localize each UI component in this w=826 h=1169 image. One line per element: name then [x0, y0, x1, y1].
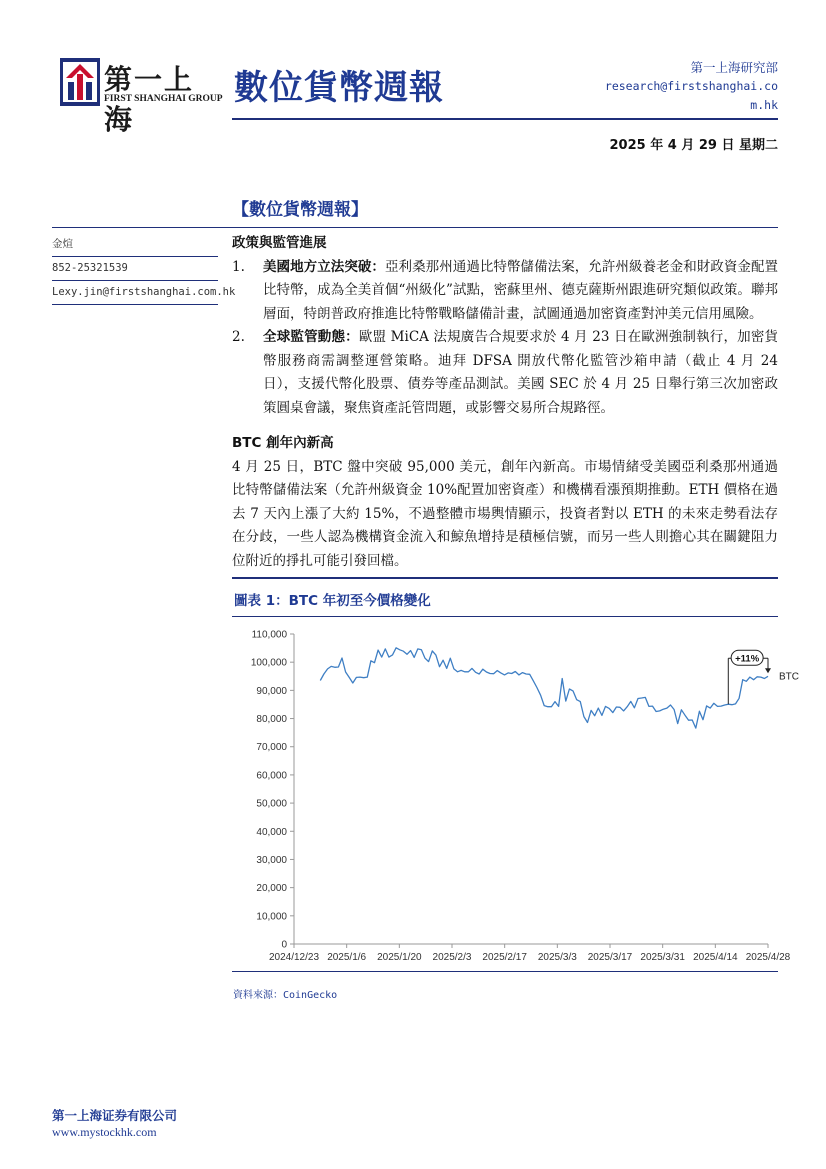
- policy-item: [232, 326, 778, 420]
- x-tick-label: 2025/1/20: [377, 952, 422, 963]
- department-email-line1[interactable]: research@firstshanghai.co: [604, 79, 778, 93]
- analyst-phone: 852-25321539: [52, 257, 218, 281]
- section-divider: [52, 227, 778, 228]
- y-tick-label: 20,000: [256, 883, 287, 895]
- section-title: 【數位貨幣週報】: [232, 200, 368, 220]
- department-name: 第一上海研究部: [690, 60, 778, 75]
- logo-mark-icon: [60, 58, 100, 106]
- department-email-line2[interactable]: m.hk: [750, 98, 778, 112]
- policy-item-number: 2.: [232, 329, 245, 345]
- figure-top-divider: [232, 577, 778, 579]
- policy-item-number: 1.: [232, 258, 245, 275]
- analyst-sidebar: [52, 233, 236, 305]
- x-tick-label: 2024/12/23: [268, 952, 320, 963]
- x-tick-label: 2025/2/17: [482, 952, 527, 963]
- y-tick-label: 0: [281, 939, 287, 951]
- report-date: 2025 年 4 月 29 日 星期二: [609, 138, 778, 153]
- footer-company: 第一上海证券有限公司: [52, 1108, 178, 1123]
- policy-item-text: 歐盟 MiCA 法規廣告合規要求於 4 月 23 日在歐洲強制執行，加密貨幣服務商需調整運營策略。迪拜 DFSA 開放代幣化監管沙箱申請（截止 4 月 24 日），支援代幣化股票、債券等產品測試。美國 SEC 於 4 月 25 日舉行第三次加密政策圓桌會議，聚焦資產託管問題，或影響交易所合規路徑。: [263, 329, 779, 416]
- btc-heading: BTC 創年內新高: [232, 435, 334, 451]
- btc-paragraph: 4 月 25 日，BTC 盤中突破 95,000 美元，創年內新高。市場情緒受美國亞利桑那州通過比特幣儲備法案（允許州級資金 10%配置加密資產）和機構看漲預期推動。ETH 價格在過去 7 天內上漲了大約 15%，不過整體市場輿情顯示，投資者對以 ETH 的未來走勢看法存在分歧，一些人認為機構資金流入和鯨魚增持是積極信號，而另一些人則擔心其在關鍵阻力位附近的掙扎可能引發回檔。: [232, 458, 778, 569]
- footer-website[interactable]: www.mystockhk.com: [52, 1125, 157, 1139]
- x-tick-label: 2025/1/6: [327, 952, 367, 963]
- y-tick-label: 10,000: [256, 911, 287, 923]
- policy-item-lead: 美國地方立法突破：: [263, 258, 385, 275]
- y-tick-label: 50,000: [256, 798, 287, 810]
- y-tick-label: 110,000: [251, 629, 287, 641]
- main-content: [232, 232, 778, 573]
- figure-source: 資料來源：CoinGecko: [233, 990, 338, 1001]
- x-tick-label: 2025/2/3: [432, 952, 472, 963]
- y-tick-label: 60,000: [256, 770, 287, 782]
- btc-price-chart: [232, 622, 799, 968]
- policy-item: [232, 256, 778, 327]
- department-contact: [578, 58, 778, 115]
- y-tick-label: 30,000: [256, 854, 287, 866]
- figure-title-divider: [232, 616, 778, 617]
- x-tick-label: 2025/4/14: [693, 952, 738, 963]
- policy-item-lead: 全球監管動態：: [263, 329, 359, 345]
- analyst-name: 金煊: [52, 233, 218, 257]
- y-tick-label: 100,000: [250, 657, 287, 669]
- policy-item-text: 亞利桑那州通過比特幣儲備法案，允許州級養老金和財政資金配置比特幣，成為全美首個“州級化”試點，密蘇里州、德克薩斯州跟進研究類似政策。聯邦層面，特朗普政府推進比特幣戰略儲備計畫，試圖通過加密資產對沖美元信用風險。: [263, 258, 779, 322]
- series-label-btc: BTC: [779, 671, 799, 683]
- report-title: 數位貨幣週報: [234, 68, 444, 108]
- company-logo: [60, 58, 223, 136]
- logo-chinese-text: 第一上海: [104, 63, 195, 136]
- x-tick-label: 2025/4/28: [745, 952, 791, 963]
- y-tick-label: 40,000: [256, 826, 287, 838]
- btc-price-line: [320, 648, 768, 728]
- logo-english-text: FIRST SHANGHAI GROUP: [104, 94, 223, 104]
- figure-title: 圖表 1：BTC 年初至今價格變化: [234, 593, 431, 609]
- policy-heading: 政策與監管進展: [232, 235, 327, 251]
- header-divider: [232, 118, 778, 120]
- annotation-label: +11%: [735, 653, 760, 665]
- x-tick-label: 2025/3/17: [587, 952, 633, 963]
- y-tick-label: 80,000: [256, 714, 287, 726]
- figure-bottom-divider: [232, 971, 778, 972]
- y-tick-label: 70,000: [256, 742, 287, 754]
- y-tick-label: 90,000: [256, 685, 287, 697]
- annotation-arrow-icon: [765, 668, 771, 673]
- x-tick-label: 2025/3/31: [640, 952, 685, 963]
- analyst-email[interactable]: Lexy.jin@firstshanghai.com.hk: [52, 281, 218, 305]
- x-tick-label: 2025/3/3: [537, 952, 577, 963]
